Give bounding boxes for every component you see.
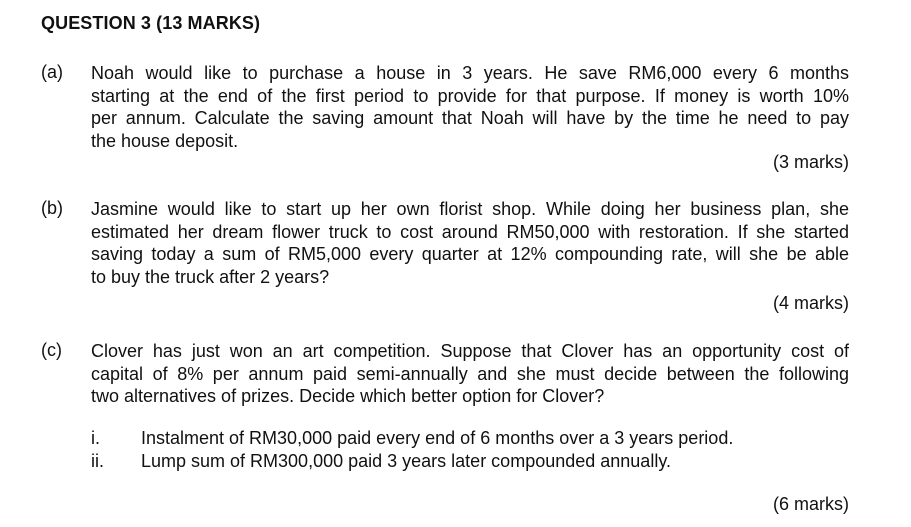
part-b-label: (b) [41, 198, 63, 218]
part-a-marks: (3 marks) [773, 152, 849, 172]
part-b-line: Jasmine would like to start up her own florist shop. While doing her business plan, she [91, 199, 849, 219]
part-c-label: (c) [41, 340, 62, 360]
part-b-line: saving today a sum of RM5,000 every quarter at 12% compounding rate, will she be able [91, 244, 849, 264]
part-b-text [91, 198, 849, 288]
part-c-item-number: i. [91, 428, 100, 448]
part-c-line: Clover has just won an art competition. Suppose that Clover has an opportunity cost of [91, 341, 849, 361]
part-a-line: starting at the end of the first period to provide for that purpose. If money is worth 10% [91, 85, 849, 106]
part-b-line: estimated her dream flower truck to cost around RM50,000 with restoration. If she started [91, 221, 849, 242]
part-c-line: two alternatives of prizes. Decide which better option for Clover? [91, 386, 605, 406]
part-c-item-text: Lump sum of RM300,000 paid 3 years later compounded annually. [141, 451, 671, 471]
part-c-item-number: ii. [91, 451, 104, 471]
part-a-line: the house deposit. [91, 130, 239, 151]
part-a-text [91, 62, 849, 152]
part-c-marks: (6 marks) [773, 494, 849, 514]
part-a-line: Noah would like to purchase a house in 3 years. He save RM6,000 every 6 months [91, 63, 849, 83]
part-c-text [91, 340, 849, 408]
part-a-label: (a) [41, 62, 63, 82]
question-heading: QUESTION 3 (13 MARKS) [41, 13, 261, 33]
part-c-item-text: Instalment of RM30,000 paid every end of 6 months over a 3 years period. [141, 428, 734, 448]
part-c-line: capital of 8% per annum paid semi-annually and she must decide between the following [91, 363, 849, 384]
part-b-line: to buy the truck after 2 years? [91, 266, 330, 287]
part-a-line: per annum. Calculate the saving amount that Noah will have by the time he need to pay [91, 108, 849, 128]
part-b-marks: (4 marks) [773, 293, 849, 313]
